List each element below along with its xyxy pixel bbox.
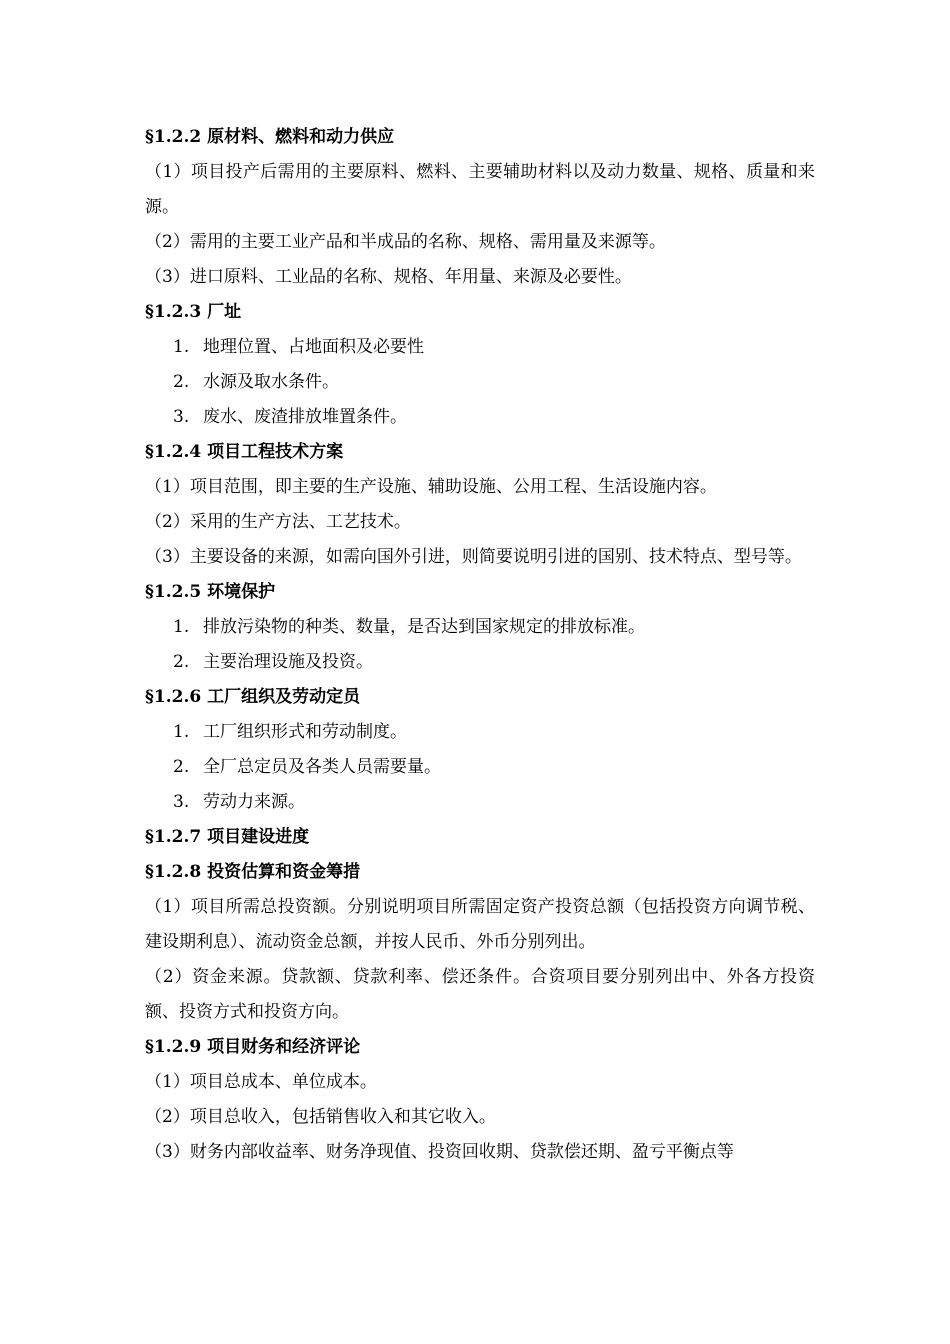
paragraph: （3）主要设备的来源，如需向国外引进，则简要说明引进的国别、技术特点、型号等。	[145, 547, 802, 567]
list-number: 2.	[173, 757, 190, 777]
list-number: 3.	[173, 407, 190, 427]
paragraph: （2）项目总收入，包括销售收入和其它收入。	[145, 1107, 496, 1127]
list-item	[145, 645, 815, 680]
list-number: 1.	[173, 722, 190, 742]
list-item	[145, 715, 815, 750]
list-number: 1.	[173, 617, 190, 637]
list-text: 工厂组织形式和劳动制度。	[203, 722, 407, 742]
list-number: 3.	[173, 792, 190, 812]
list-text: 主要治理设施及投资。	[203, 652, 373, 672]
list-item	[145, 330, 815, 365]
paragraph: （1）项目所需总投资额。分别说明项目所需固定资产投资总额（包括投资方向调节税、建设期利息）、流动资金总额，并按人民币、外币分别列出。	[145, 897, 815, 952]
list-number: 1.	[173, 337, 190, 357]
list-number: 2.	[173, 652, 190, 672]
list-number: 2.	[173, 372, 190, 392]
paragraph: （2）需用的主要工业产品和半成品的名称、规格、需用量及来源等。	[145, 232, 666, 252]
section-heading: §1.2.9 项目财务和经济评论	[145, 1037, 361, 1057]
section-heading: §1.2.7 项目建设进度	[145, 827, 310, 847]
section-heading: §1.2.6 工厂组织及劳动定员	[145, 687, 361, 707]
paragraph: （3）进口原料、工业品的名称、规格、年用量、来源及必要性。	[145, 267, 632, 287]
section-heading: §1.2.5 环境保护	[145, 582, 276, 602]
list-text: 劳动力来源。	[203, 792, 305, 812]
list-item	[145, 785, 815, 820]
paragraph: （3）财务内部收益率、财务净现值、投资回收期、贷款偿还期、盈亏平衡点等	[145, 1142, 734, 1162]
paragraph: （1）项目总成本、单位成本。	[145, 1072, 377, 1092]
paragraph: （2）资金来源。贷款额、贷款利率、偿还条件。合资项目要分别列出中、外各方投资额、投资方式和投资方向。	[145, 967, 815, 1022]
list-item	[145, 400, 815, 435]
document-page	[145, 120, 815, 1170]
paragraph: （1）项目范围，即主要的生产设施、辅助设施、公用工程、生活设施内容。	[145, 477, 717, 497]
section-heading: §1.2.8 投资估算和资金筹措	[145, 862, 361, 882]
list-item	[145, 750, 815, 785]
section-heading: §1.2.3 厂址	[145, 302, 242, 322]
list-item	[145, 610, 815, 645]
list-text: 废水、废渣排放堆置条件。	[203, 407, 407, 427]
list-text: 水源及取水条件。	[203, 372, 339, 392]
section-heading: §1.2.4 项目工程技术方案	[145, 442, 344, 462]
paragraph: （1）项目投产后需用的主要原料、燃料、主要辅助材料以及动力数量、规格、质量和来源。	[145, 162, 815, 217]
paragraph: （2）采用的生产方法、工艺技术。	[145, 512, 411, 532]
list-text: 排放污染物的种类、数量，是否达到国家规定的排放标准。	[203, 617, 645, 637]
list-item	[145, 365, 815, 400]
list-text: 地理位置、占地面积及必要性	[203, 337, 424, 357]
section-heading: §1.2.2 原材料、燃料和动力供应	[145, 127, 395, 147]
list-text: 全厂总定员及各类人员需要量。	[203, 757, 441, 777]
